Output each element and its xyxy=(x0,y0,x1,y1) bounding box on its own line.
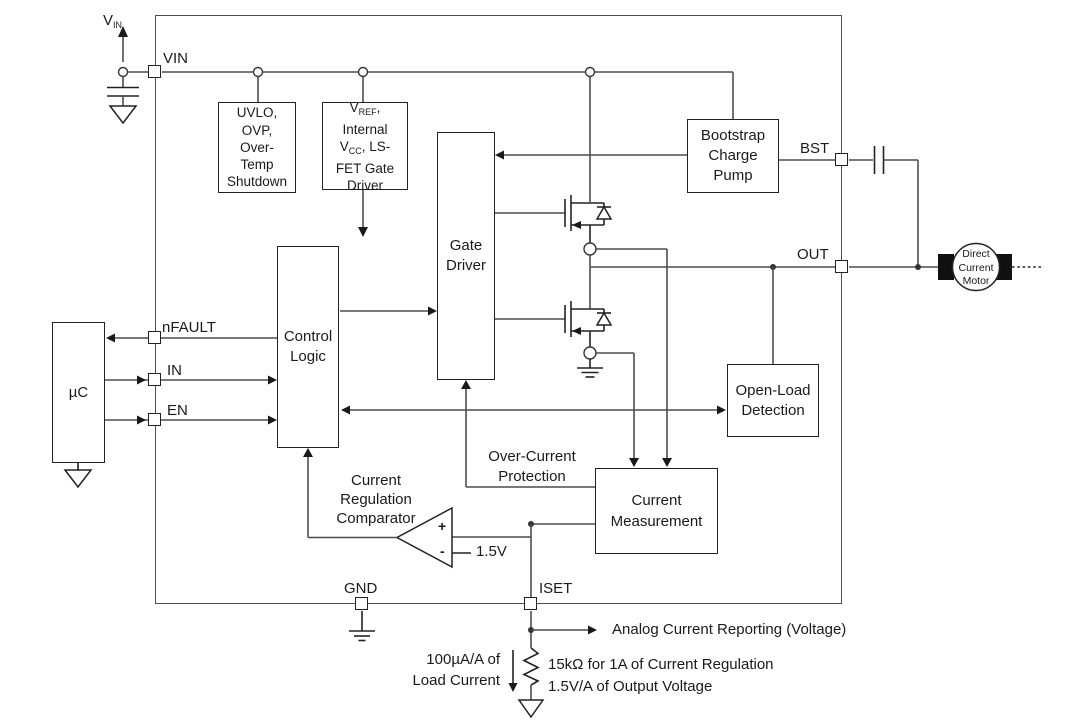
block-line: Driver xyxy=(446,257,486,274)
block-line: Current xyxy=(631,492,682,509)
label-line: Current xyxy=(958,261,994,274)
block-line: $V_{REF}$, xyxy=(349,99,381,117)
pin-label-gnd: GND xyxy=(344,580,378,597)
current-sense-net xyxy=(452,521,595,597)
gnd-branch xyxy=(349,611,375,641)
label-line: 100µA/A of xyxy=(426,651,500,668)
block-line: OVP, xyxy=(241,122,273,138)
load-current-label xyxy=(380,649,500,691)
bootstrap-to-gatedriver xyxy=(495,151,687,160)
body-diode xyxy=(597,207,611,219)
block-line: Bootstrap xyxy=(700,127,766,144)
block-line: UVLO, xyxy=(236,105,278,121)
ref-voltage-label: 1.5V xyxy=(476,543,507,560)
block-line: Internal xyxy=(342,121,388,137)
label-line: Protection xyxy=(498,467,566,485)
block-vref xyxy=(322,99,408,193)
comparator-plus-sign: + xyxy=(438,518,447,534)
block-bootstrap-charge-pump xyxy=(687,119,779,193)
block-current-measurement xyxy=(595,468,718,554)
label-line: Direct xyxy=(962,248,990,260)
block-gate-driver xyxy=(437,132,495,380)
pin-label-nfault: nFAULT xyxy=(162,319,216,336)
block-line: Temp xyxy=(240,157,274,173)
vref-output-arrow xyxy=(358,190,368,237)
block-line: Shutdown xyxy=(226,174,288,190)
block-line: Pump xyxy=(713,167,753,184)
block-line: Detection xyxy=(741,401,805,419)
analog-reporting-label: Analog Current Reporting (Voltage) xyxy=(612,621,847,638)
block-line: Measurement xyxy=(610,513,703,530)
ground-symbol xyxy=(110,106,136,123)
pin-vin xyxy=(148,65,161,78)
control-to-gatedriver xyxy=(340,307,437,316)
body-diode xyxy=(597,313,611,325)
comparator-minus-sign: - xyxy=(440,543,445,559)
label-line: Current xyxy=(350,472,402,489)
block-line: Open-Load xyxy=(735,381,811,399)
ground-symbol xyxy=(519,700,543,717)
label-line: Motor xyxy=(962,275,990,287)
label-line: Over-Current xyxy=(488,448,576,465)
comparator-label xyxy=(317,471,435,528)
label-line: Load Current xyxy=(412,672,500,689)
switch-node xyxy=(584,243,672,467)
pin-label-en: EN xyxy=(167,402,188,419)
block-open-load-detection xyxy=(727,364,819,437)
low-side-fet xyxy=(495,301,611,347)
vin-supply-branch xyxy=(107,26,148,123)
supply-label: $V_{IN}$ xyxy=(103,12,123,30)
pin-label-bst: BST xyxy=(800,140,830,157)
pin-label-out: OUT xyxy=(797,246,829,263)
pin-gnd xyxy=(355,597,368,610)
pin-bst xyxy=(835,153,848,166)
pin-label-in: IN xyxy=(167,362,182,379)
pin-label-vin: VIN xyxy=(163,50,189,67)
control-openload-link xyxy=(341,406,726,415)
block-control-logic xyxy=(277,246,339,448)
block-line: Over- xyxy=(240,139,274,155)
ground-symbol xyxy=(65,470,91,487)
out-net xyxy=(590,264,938,364)
pin-iset xyxy=(524,597,537,610)
pin-out xyxy=(835,260,848,273)
high-side-fet xyxy=(495,77,611,244)
block-line: Charge xyxy=(708,147,758,164)
label-line: Comparator xyxy=(336,510,416,527)
pin-en xyxy=(148,413,161,426)
pin-nfault xyxy=(148,331,161,344)
block-line: Gate xyxy=(449,237,483,254)
pin-label-iset: ISET xyxy=(539,580,573,597)
over-current-label xyxy=(461,447,603,486)
iset-resistor xyxy=(524,648,538,685)
block-line: Control xyxy=(283,328,333,345)
block-uvlo xyxy=(218,102,296,193)
block-line: Driver xyxy=(347,177,383,193)
resistor-note-1: 15kΩ for 1A of Current Regulation xyxy=(548,656,774,673)
block-line: Logic xyxy=(290,348,326,365)
motor-label xyxy=(946,248,1006,289)
block-microcontroller xyxy=(52,322,105,463)
en-net xyxy=(105,416,277,425)
pin-in xyxy=(148,373,161,386)
resistor-note-2: 1.5V/A of Output Voltage xyxy=(548,678,713,695)
label-line: Regulation xyxy=(340,491,412,508)
block-line: $V_{CC}$, LS- xyxy=(339,138,391,156)
block-line: µC xyxy=(68,384,89,401)
uc-ground xyxy=(65,463,91,487)
block-line: FET Gate xyxy=(335,160,395,176)
in-net xyxy=(105,376,277,385)
